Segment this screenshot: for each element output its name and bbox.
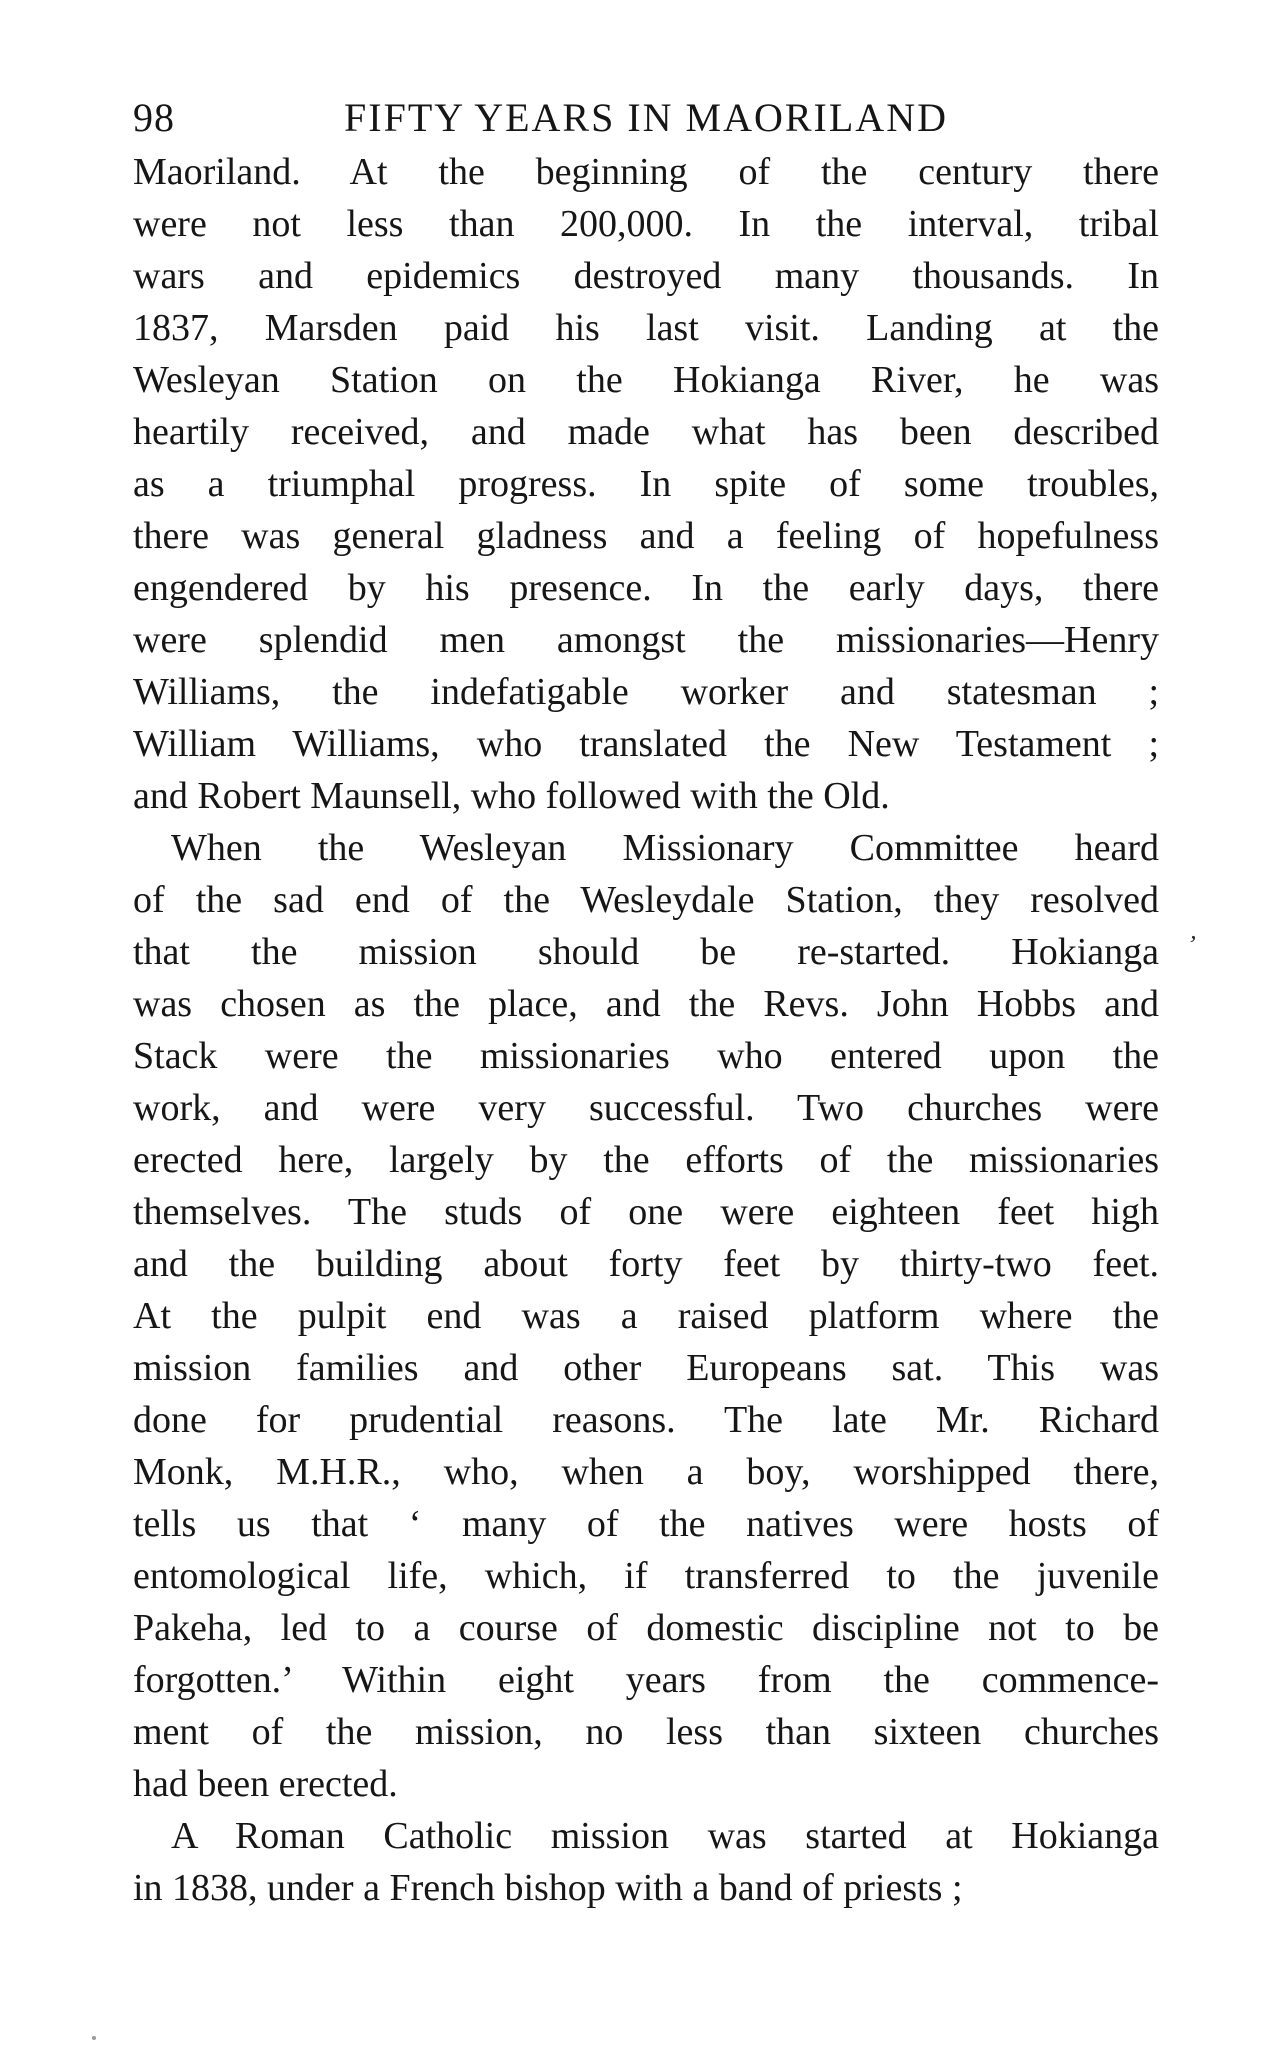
text-line: had been erected. [133,1763,398,1805]
text-line: Monk, M.H.R., who, when a boy, worshipped there, [133,1451,1159,1493]
page-number: 98 [133,95,175,140]
text-line: engendered by his presence. In the early days, there [133,567,1159,609]
text-line: work, and were very successful. Two churches were [133,1087,1159,1129]
text-line: was chosen as the place, and the Revs. John Hobbs and [133,983,1159,1025]
text-line: were not less than 200,000. In the interval, tribal [133,203,1159,245]
text-line: there was general gladness and a feeling of hopefulness [133,515,1159,557]
page-text-lines [133,146,1159,1914]
text-line: and the building about forty feet by thirty-two feet. [133,1243,1159,1285]
text-line: William Williams, who translated the New Testament ; [133,723,1159,765]
text-line: forgotten.’ Within eight years from the commence- [133,1659,1159,1701]
running-title: FIFTY YEARS IN MAORILAND [344,95,948,140]
text-line: as a triumphal progress. In spite of some troubles, [133,463,1159,505]
text-line: tells us that ‘ many of the natives were hosts of [133,1503,1159,1545]
text-line: that the mission should be re-started. Hokianga [133,931,1159,973]
text-line: mission families and other Europeans sat. This was [133,1347,1159,1389]
text-line: and Robert Maunsell, who followed with the Old. [133,775,890,817]
text-line: heartily received, and made what has been described [133,411,1159,453]
text-line: At the pulpit end was a raised platform where the [133,1295,1159,1337]
text-line: When the Wesleyan Missionary Committee heard [171,827,1159,869]
text-line: done for prudential reasons. The late Mr. Richard [133,1399,1159,1441]
text-line: wars and epidemics destroyed many thousands. In [133,255,1159,297]
text-line: were splendid men amongst the missionaries—Henry [133,619,1159,661]
text-line: A Roman Catholic mission was started at Hokianga [171,1815,1159,1857]
text-line: erected here, largely by the efforts of the missionaries [133,1139,1159,1181]
scan-speckle [92,2036,96,2040]
text-line: Pakeha, led to a course of domestic discipline not to be [133,1607,1159,1649]
text-line: in 1838, under a French bishop with a band of priests ; [133,1867,963,1909]
text-line: 1837, Marsden paid his last visit. Landing at the [133,307,1159,349]
text-line: Wesleyan Station on the Hokianga River, he was [133,359,1159,401]
text-line: themselves. The studs of one were eighteen feet high [133,1191,1159,1233]
page-header [133,96,1159,144]
text-line: Stack were the missionaries who entered upon the [133,1035,1159,1077]
text-line: Maoriland. At the beginning of the century there [133,151,1159,193]
text-line: entomological life, which, if transferred to the juvenile [133,1555,1159,1597]
text-line: ment of the mission, no less than sixteen churches [133,1711,1159,1753]
text-line: of the sad end of the Wesleydale Station, they resolved [133,879,1159,921]
margin-stray-mark: ʼ [1186,929,1199,960]
text-line: Williams, the indefatigable worker and statesman ; [133,671,1159,713]
